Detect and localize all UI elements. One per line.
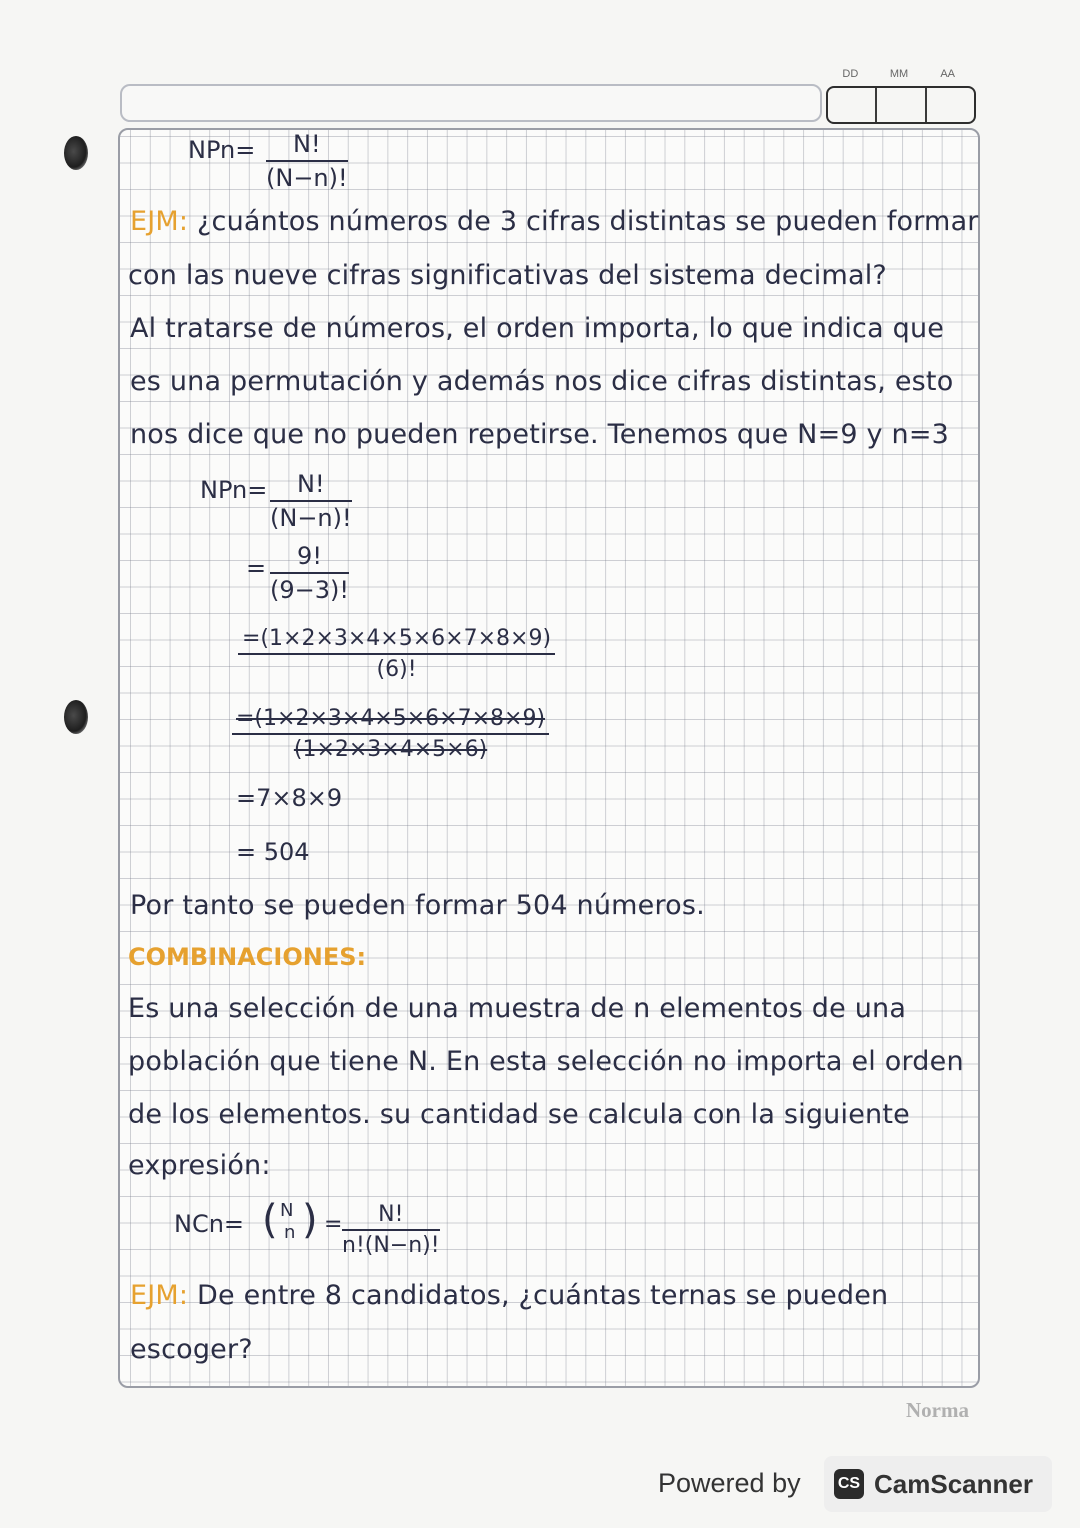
camscanner-text: CamScanner: [874, 1468, 1033, 1499]
formula2-binom-bottom: n: [284, 1222, 296, 1243]
date-cell-aa: [927, 88, 974, 122]
ejm1-question-start: ¿cuántos números de 3 cifras distintas se pueden formar: [188, 206, 979, 237]
date-cell-dd: [828, 88, 877, 122]
formula2-binom-left-paren: (: [262, 1197, 278, 1243]
step3-fraction: [238, 626, 555, 682]
formula1-denominator: (N−n)!: [266, 164, 348, 192]
step3-numerator: =(1×2×3×4×5×6×7×8×9): [238, 626, 555, 655]
step2-denominator: (9−3)!: [270, 576, 349, 604]
step2-numerator: 9!: [270, 542, 349, 574]
ejm2-line1: [130, 1282, 888, 1309]
title-box: [120, 84, 822, 122]
result-line: Por tanto se pueden formar 504 números.: [130, 890, 705, 921]
step1-numerator: N!: [270, 470, 352, 502]
ejm1-line1: [130, 208, 979, 235]
step2-fraction: [270, 542, 349, 604]
def-line3: de los elementos. su cantidad se calcula con la siguiente: [128, 1099, 910, 1130]
binder-hole-middle: [64, 700, 88, 734]
camscanner-logo-icon: CS: [834, 1469, 864, 1499]
step2-eq: =: [246, 554, 267, 582]
formula1-lhs: NPn=: [188, 136, 256, 164]
formula1-fraction: [266, 130, 348, 192]
date-label-mm: MM: [889, 68, 909, 80]
formula2-binom-top: N: [280, 1200, 294, 1221]
formula2-fraction: [342, 1202, 440, 1258]
ejm2-line2: escoger?: [130, 1334, 253, 1365]
formula2-eq: =: [324, 1212, 343, 1237]
section-heading-combinaciones: COMBINACIONES:: [128, 943, 367, 971]
para-line2: es una permutación y además nos dice cifras distintas, esto: [130, 366, 954, 397]
step1-lhs: NPn=: [200, 476, 268, 504]
def-line1: Es una selección de una muestra de n elementos de una: [128, 993, 907, 1024]
formula2-denominator: n!(N−n)!: [342, 1233, 440, 1258]
date-labels: [826, 68, 972, 80]
step1-fraction: [270, 470, 352, 532]
binder-hole-top: [64, 136, 88, 170]
date-label-aa: AA: [940, 68, 956, 80]
formula1-numerator: N!: [266, 130, 348, 162]
step4-fraction: [232, 706, 549, 762]
ejm1-line2: con las nueve cifras significativas del sistema decimal?: [128, 260, 887, 291]
camscanner-badge: [824, 1456, 1052, 1512]
para-line3: nos dice que no pueden repetirse. Tenemos que N=9 y n=3: [130, 419, 950, 450]
step6: = 504: [236, 838, 310, 866]
formula2-numerator: N!: [342, 1202, 440, 1231]
step3-denominator: (6)!: [376, 657, 417, 682]
ejm2-question-start: De entre 8 candidatos, ¿cuántas ternas se pueden: [188, 1280, 889, 1311]
def-line4: expresión:: [128, 1150, 271, 1181]
step4-denominator: (1×2×3×4×5×6): [293, 737, 488, 762]
step5: =7×8×9: [236, 784, 343, 812]
powered-by-text: Powered by: [658, 1468, 801, 1498]
def-line2: población que tiene N. En esta selección no importa el orden: [128, 1046, 964, 1077]
date-label-dd: DD: [842, 68, 859, 80]
para-line1: Al tratarse de números, el orden importa, lo que indica que: [130, 313, 945, 344]
ejm1-label: EJM:: [130, 206, 189, 237]
step4-numerator: =(1×2×3×4×5×6×7×8×9): [232, 706, 549, 735]
step1-denominator: (N−n)!: [270, 504, 352, 532]
formula2-lhs: NCn=: [174, 1210, 245, 1238]
date-cell-mm: [877, 88, 926, 122]
date-box: [826, 86, 976, 124]
ejm2-label: EJM:: [130, 1280, 189, 1311]
norma-logo: Norma: [906, 1398, 969, 1422]
formula2-binom-right-paren: ): [302, 1197, 318, 1243]
